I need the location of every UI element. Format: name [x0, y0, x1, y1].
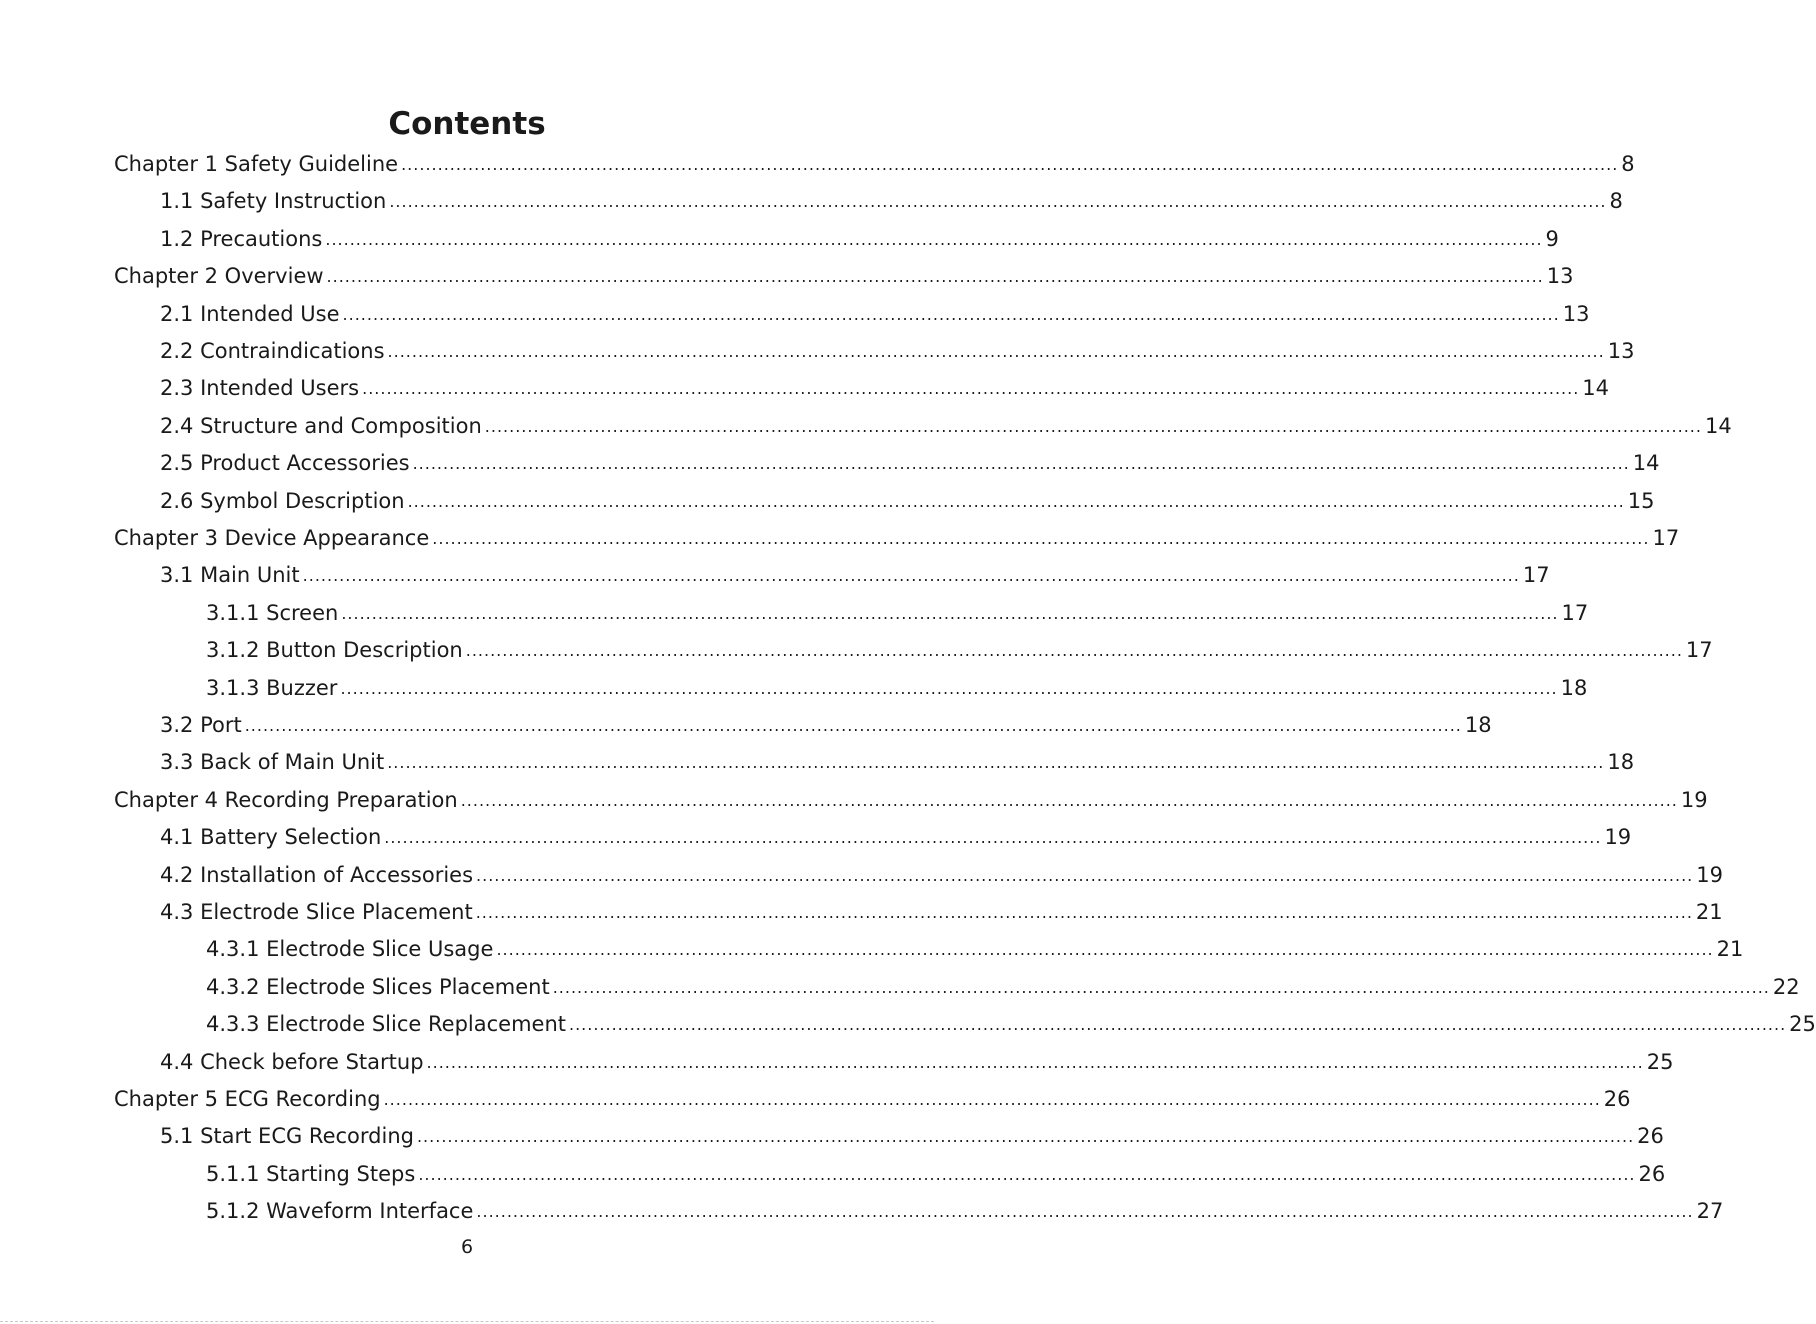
toc-entry[interactable]: [160, 1118, 1664, 1155]
toc-dot-leader: ........................................................................................................................................................................................................: [340, 678, 1558, 698]
toc-dot-leader: ........................................................................................................................................................................................................: [568, 1015, 1787, 1035]
toc-dot-leader: ........................................................................................................................................................................................................: [401, 155, 1619, 174]
toc-entry-label: 3.1.1 Screen: [206, 600, 339, 625]
toc-dot-leader: ........................................................................................................................................................................................................: [418, 1164, 1636, 1184]
toc-entry-label: Chapter 4 Recording Preparation: [114, 787, 458, 812]
toc-entry-page: 25: [1789, 1012, 1816, 1037]
toc-dot-leader: ........................................................................................................................................................................................................: [325, 229, 1543, 249]
toc-dot-leader: ........................................................................................................................................................................................................: [407, 491, 1625, 511]
toc-dot-leader: ........................................................................................................................................................................................................: [244, 716, 1462, 735]
toc-dot-leader: ........................................................................................................................................................................................................: [302, 566, 1520, 586]
toc-entry[interactable]: [160, 483, 1655, 520]
toc-entry-page: 18: [1464, 713, 1492, 737]
toc-entry-label: 5.1 Start ECG Recording: [160, 1124, 414, 1149]
toc-dot-leader: ........................................................................................................................................................................................................: [362, 379, 1580, 399]
toc-entry-label: 3.1 Main Unit: [160, 563, 300, 588]
toc-entry-page: 26: [1638, 1161, 1666, 1186]
toc-entry[interactable]: [114, 520, 1680, 557]
toc-dot-leader: ........................................................................................................................................................................................................: [387, 753, 1605, 773]
toc-entry-page: 17: [1652, 526, 1680, 550]
toc-entry[interactable]: [160, 557, 1550, 594]
toc-entry-label: 1.2 Precautions: [160, 226, 323, 251]
toc-entry[interactable]: [206, 969, 1800, 1006]
toc-entry-label: 4.3.3 Electrode Slice Replacement: [206, 1012, 566, 1037]
toc-entry-label: 2.3 Intended Users: [160, 376, 360, 401]
toc-dot-leader: ........................................................................................................................................................................................................: [384, 828, 1602, 848]
toc-dot-leader: ........................................................................................................................................................................................................: [412, 454, 1630, 474]
toc-entry-label: 2.5 Product Accessories: [160, 451, 410, 476]
toc-entry[interactable]: [206, 670, 1588, 707]
toc-entry[interactable]: [114, 782, 1708, 819]
toc-entry-label: 4.1 Battery Selection: [160, 825, 382, 850]
toc-entry-label: 3.3 Back of Main Unit: [160, 750, 385, 775]
toc-entry-page: 21: [1716, 937, 1744, 962]
toc-dot-leader: ........................................................................................................................................................................................................: [389, 192, 1607, 212]
toc-entry-page: 9: [1545, 226, 1559, 251]
toc-entry-label: 2.6 Symbol Description: [160, 488, 405, 513]
toc-entry-label: 4.3.1 Electrode Slice Usage: [206, 937, 494, 962]
toc-entry[interactable]: [206, 931, 1744, 968]
toc-dot-leader: ........................................................................................................................................................................................................: [341, 603, 1559, 623]
toc-entry-page: 17: [1561, 600, 1589, 625]
toc-dot-leader: ........................................................................................................................................................................................................: [460, 790, 1678, 810]
toc-dot-leader: ........................................................................................................................................................................................................: [342, 304, 1560, 324]
toc-entry-page: 14: [1582, 376, 1610, 401]
toc-entry[interactable]: [160, 221, 1559, 258]
toc-entry-label: Chapter 5 ECG Recording: [114, 1087, 381, 1111]
toc-entry[interactable]: [114, 258, 1574, 295]
toc-entry[interactable]: [206, 1156, 1666, 1193]
toc-entry-page: 21: [1695, 900, 1723, 924]
toc-entry-page: 8: [1609, 189, 1623, 214]
toc-entry-label: 3.2 Port: [160, 713, 242, 737]
toc-entry-page: 13: [1562, 301, 1590, 326]
toc-dot-leader: ........................................................................................................................................................................................................: [387, 342, 1605, 361]
toc-entry-label: 4.4 Check before Startup: [160, 1049, 424, 1074]
toc-entry[interactable]: [160, 183, 1623, 220]
toc-entry[interactable]: [160, 445, 1660, 482]
toc-entry-label: 5.1.2 Waveform Interface: [206, 1199, 474, 1224]
toc-entry[interactable]: [160, 296, 1590, 333]
toc-entry-page: 26: [1603, 1087, 1631, 1111]
toc-entry-page: 22: [1772, 974, 1800, 999]
toc-dot-leader: ........................................................................................................................................................................................................: [476, 865, 1694, 885]
toc-entry-label: Chapter 3 Device Appearance: [114, 526, 430, 550]
toc-entry-label: Chapter 2 Overview: [114, 264, 324, 289]
toc-entry-page: 18: [1560, 675, 1588, 700]
toc-entry-label: 2.2 Contraindications: [160, 339, 385, 363]
toc-entry-page: 14: [1704, 413, 1732, 438]
toc-entry[interactable]: [160, 819, 1632, 856]
toc-entry-label: 4.2 Installation of Accessories: [160, 862, 474, 887]
toc-entry-page: 14: [1632, 451, 1660, 476]
toc-entry[interactable]: [160, 1044, 1674, 1081]
toc-entry-page: 13: [1607, 339, 1635, 363]
toc-dot-leader: ........................................................................................................................................................................................................: [476, 1202, 1694, 1222]
toc-entry-page: 26: [1637, 1124, 1664, 1149]
toc-entry-label: 4.3.2 Electrode Slices Placement: [206, 974, 550, 999]
toc-entry-label: 2.1 Intended Use: [160, 301, 340, 326]
toc-entry-label: 1.1 Safety Instruction: [160, 189, 387, 214]
toc-entry[interactable]: [160, 333, 1635, 370]
toc-entry-page: 27: [1696, 1199, 1724, 1224]
toc-entry[interactable]: [206, 1193, 1724, 1230]
toc-dot-leader: ........................................................................................................................................................................................................: [383, 1090, 1601, 1109]
toc-entry-label: 2.4 Structure and Composition: [160, 413, 482, 438]
toc-entry-page: 15: [1627, 488, 1655, 513]
toc-entry[interactable]: [114, 1081, 1631, 1118]
page-number: 6: [460, 1236, 474, 1258]
toc-entry[interactable]: [160, 408, 1732, 445]
toc-entry-page: 13: [1546, 264, 1574, 289]
toc-entry-label: 3.1.3 Buzzer: [206, 675, 338, 700]
toc-entry-page: 17: [1685, 638, 1713, 663]
toc-entry[interactable]: [206, 632, 1713, 669]
toc-dot-leader: ........................................................................................................................................................................................................: [496, 940, 1714, 960]
toc-entry-page: 17: [1522, 563, 1550, 588]
toc-entry[interactable]: [206, 595, 1589, 632]
toc-dot-leader: ........................................................................................................................................................................................................: [432, 529, 1650, 548]
page-bottom-divider: [0, 1321, 934, 1322]
toc-entry-page: 19: [1604, 825, 1632, 850]
toc-entry-label: Chapter 1 Safety Guideline: [114, 152, 399, 176]
toc-entry[interactable]: [114, 146, 1635, 183]
toc-dot-leader: ........................................................................................................................................................................................................: [426, 1052, 1644, 1072]
toc-entry[interactable]: [160, 370, 1610, 407]
toc-entry[interactable]: [160, 894, 1723, 931]
toc-entry[interactable]: [206, 1006, 1816, 1043]
toc-dot-leader: ........................................................................................................................................................................................................: [465, 641, 1683, 661]
toc-entry-label: 3.1.2 Button Description: [206, 638, 463, 663]
toc-entry-page: 18: [1607, 750, 1635, 775]
toc-entry-page: 8: [1621, 152, 1635, 176]
toc-entry-label: 4.3 Electrode Slice Placement: [160, 900, 473, 924]
toc-entry[interactable]: [160, 707, 1492, 744]
toc-dot-leader: ........................................................................................................................................................................................................: [484, 416, 1702, 436]
toc-dot-leader: ........................................................................................................................................................................................................: [326, 267, 1544, 287]
page-title: Contents: [388, 106, 546, 142]
toc-entry-page: 25: [1646, 1049, 1674, 1074]
toc-dot-leader: ........................................................................................................................................................................................................: [416, 1127, 1635, 1147]
toc-dot-leader: ........................................................................................................................................................................................................: [475, 903, 1693, 922]
toc-entry[interactable]: [160, 744, 1635, 781]
toc-entry-page: 19: [1680, 787, 1708, 812]
toc-entry[interactable]: [160, 857, 1723, 894]
toc-entry-label: 5.1.1 Starting Steps: [206, 1161, 416, 1186]
toc-dot-leader: ........................................................................................................................................................................................................: [552, 977, 1770, 997]
toc-entry-page: 19: [1696, 862, 1723, 887]
